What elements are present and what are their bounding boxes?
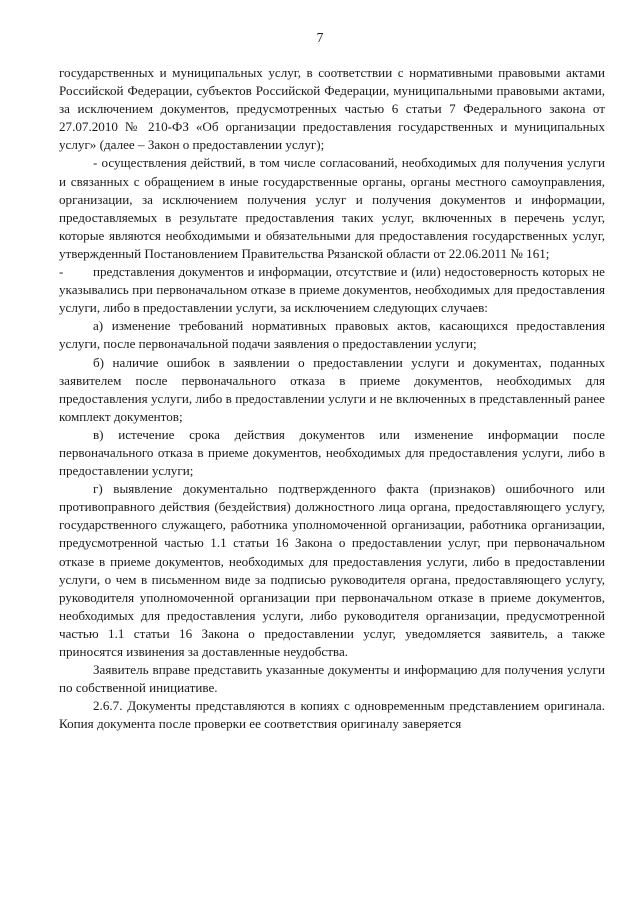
paragraph-documents — [59, 263, 605, 317]
page-number: 7 — [316, 30, 324, 45]
bullet-dash: - — [59, 264, 64, 280]
paragraph-case-v: в) истечение срока действия документов или изменение информации после первоначального отказа в приеме документов, необходимых для предоставления услуги, либо в предоставлении услуги; — [59, 426, 605, 479]
paragraph-continuation: государственных и муниципальных услуг, в соответствии с нормативными правовыми актами Российской Федерации, субъектов Российской Федерации, муниципальными правовыми актами, за исключением документов, предусмотренных частью 6 статьи 7 Федерального закона от 27.07.2010 № 210-ФЗ «Об организации предоставления государственных и муниципальных услуг» (далее – Закон о предоставлении услуг); — [59, 65, 605, 153]
paragraph-2-6-7: 2.6.7. Документы представляются в копиях с одновременным представлением оригинала. Копия документа после проверки ее соответствия оригиналу заверяется — [59, 698, 605, 732]
document-body — [59, 64, 605, 733]
paragraph-initiative: Заявитель вправе представить указанные документы и информацию для получения услуги по собственной инициативе. — [59, 662, 605, 696]
paragraph-case-g: г) выявление документально подтвержденного факта (признаков) ошибочного или противоправного действия (бездействия) должностного лица органа, предоставляющего услугу, государственного служащего, работника уполномоченной организации, работника организации, предусмотренной частью 1.1 статьи 16 Закона о предоставлении услуг, при первоначальном отказе в приеме документов, необходимых для предоставления услуги, либо в предоставлении услуги, о чем в письменном виде за подписью руководителя органа, предоставляющего услугу, руководителя уполномоченной организации при первоначальном отказе в приеме документов, необходимых для предоставления услуги, либо руководителя организации, предусмотренной частью 1.1 статьи 16 Закона о предоставлении услуг, уведомляется заявитель, а также приносятся извинения за доставленные неудобства. — [59, 481, 605, 659]
paragraph-documents-text: представления документов и информации, отсутствие и (или) недостоверность которых не указывались при первоначальном отказе в приеме документов, необходимых для предоставления услуги, либо в предоставлении услуги, за исключением следующих случаев: — [59, 264, 605, 316]
paragraph-actions: - осуществления действий, в том числе согласований, необходимых для получения услуги и связанных с обращением в иные государственные органы, органы местного самоуправления, организации, за исключением получения услуг и получения документов и информации, предоставляемых в результате предоставления таких услуг, включенных в перечень услуг, которые являются необходимыми и обязательными для предоставления государственных услуг, утвержденный Постановлением Правительства Рязанской области от 22.06.2011 № 161; — [59, 155, 605, 261]
paragraph-case-a: а) изменение требований нормативных правовых актов, касающихся предоставления услуги, после первоначальной подачи заявления о предоставлении услуги; — [59, 318, 605, 352]
paragraph-case-b: б) наличие ошибок в заявлении о предоставлении услуги и документах, поданных заявителем после первоначального отказа в приеме документов, необходимых для предоставления услуги, либо в предоставлении услуги и не включенных в представленный ранее комплект документов; — [59, 354, 605, 424]
